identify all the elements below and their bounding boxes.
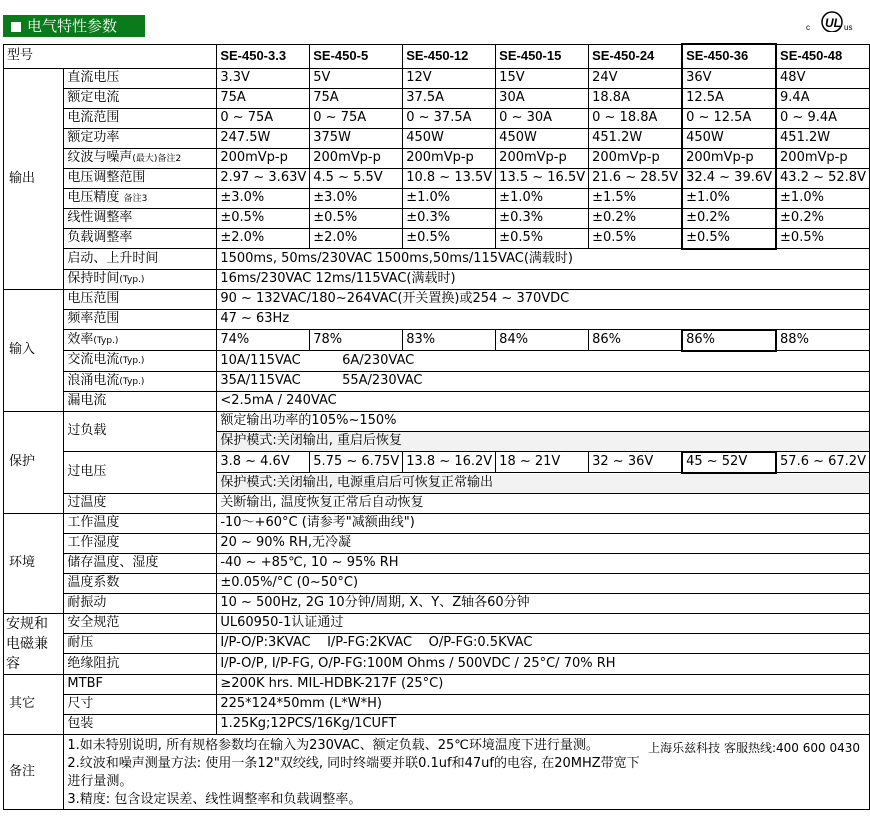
row-label-text: 保持时间: [67, 270, 120, 286]
category-environment: 环境: [4, 513, 64, 613]
cell: 247.5W: [217, 128, 310, 148]
cell: 24V: [589, 68, 682, 88]
cell: ±2.0%: [217, 228, 310, 249]
cell: 84%: [496, 330, 589, 351]
category-input: 输入: [4, 289, 64, 411]
table-row: [4, 633, 870, 653]
table-row: [4, 228, 870, 249]
cell: 0 ~ 75A: [310, 108, 403, 128]
model-name: SE-450-12: [403, 44, 496, 68]
row-label: [64, 371, 217, 391]
table-row: [4, 613, 870, 633]
row-label-note: (Typ.): [119, 376, 145, 387]
row-label: 耐振动: [64, 593, 217, 613]
model-row: [4, 44, 870, 68]
row-label: 包装: [64, 714, 217, 734]
table-row: [4, 573, 870, 593]
cell: 10A/115VAC 6A/230VAC: [217, 351, 870, 372]
row-label: 工作湿度: [64, 533, 217, 553]
cell: 75A: [310, 88, 403, 108]
cell: 74%: [217, 330, 310, 351]
table-row: [4, 553, 870, 573]
hotline: 上海乐兹科技 客服热线:400 600 0430: [648, 740, 860, 755]
row-label: 电流范围: [64, 108, 217, 128]
table-row: [4, 694, 870, 714]
cell: 375W: [310, 128, 403, 148]
cell: 10 ~ 500Hz, 2G 10分钟/周期, X、Y、Z轴各60分钟: [217, 593, 870, 613]
model-name: SE-450-48: [776, 44, 869, 68]
table-row: [4, 148, 870, 168]
svg-text:UL: UL: [825, 16, 841, 30]
cell: ±0.5%: [682, 228, 776, 249]
table-row: [4, 674, 870, 694]
cell: 12V: [403, 68, 496, 88]
cell: 13.8 ~ 16.2V: [403, 452, 496, 473]
table-row: [4, 188, 870, 208]
cell: ±0.3%: [403, 208, 496, 228]
category-other: 其它: [4, 674, 64, 734]
section-title: 电气特性参数: [27, 17, 118, 35]
cell: 0 ~ 18.8A: [589, 108, 682, 128]
cell: 32 ~ 36V: [589, 452, 682, 473]
cell: 35A/115VAC 55A/230VAC: [217, 371, 870, 391]
row-label: 温度系数: [64, 573, 217, 593]
table-row: [4, 68, 870, 88]
table-row: [4, 249, 870, 270]
cell: 57.6 ~ 67.2V: [776, 452, 869, 473]
cell: 450W: [403, 128, 496, 148]
cell: 保护模式:关闭输出, 电源重启后可恢复正常输出: [217, 473, 870, 494]
table-row: [4, 309, 870, 330]
row-label: 额定电流: [64, 88, 217, 108]
cell: 30A: [496, 88, 589, 108]
model-name: SE-450-5: [310, 44, 403, 68]
row-label: 电压调整范围: [64, 168, 217, 188]
cell: 5.75 ~ 6.75V: [310, 452, 403, 473]
row-label-text: 效率: [67, 331, 94, 347]
table-row: [4, 88, 870, 108]
cell: 36V: [682, 68, 776, 88]
cell: 12.5A: [682, 88, 776, 108]
cell: 47 ~ 63Hz: [217, 309, 870, 330]
table-row: [4, 108, 870, 128]
cell: ±3.0%: [310, 188, 403, 208]
row-label: [64, 330, 217, 351]
cell: 0 ~ 37.5A: [403, 108, 496, 128]
table-row: [4, 168, 870, 188]
row-label-text: 电压精度: [67, 189, 120, 205]
row-label: 工作温度: [64, 513, 217, 533]
cell: 20 ~ 90% RH,无冷凝: [217, 533, 870, 553]
row-label: [64, 148, 217, 168]
cell: 1500ms, 50ms/230VAC 1500ms,50ms/115VAC(满载时): [217, 249, 870, 270]
cell: 450W: [496, 128, 589, 148]
cell: ±0.2%: [589, 208, 682, 228]
table-row: [4, 654, 870, 674]
cell: ±1.0%: [776, 188, 869, 208]
row-label: 频率范围: [64, 309, 217, 330]
table-row: [4, 533, 870, 553]
cell: ±1.0%: [496, 188, 589, 208]
cell: 3.3V: [217, 68, 310, 88]
table-row: [4, 371, 870, 391]
model-name: SE-450-3.3: [217, 44, 310, 68]
cell: 5V: [310, 68, 403, 88]
category-notes: 备注: [4, 734, 64, 809]
note-line: 1.如未特别说明, 所有规格参数均在输入为230VAC、额定负载、25℃环境温度下进行量测。: [67, 737, 599, 753]
row-label: 电压范围: [64, 289, 217, 309]
spec-table: [3, 43, 870, 810]
row-label: 过电压: [64, 452, 217, 494]
table-row: [4, 289, 870, 309]
row-label: 绝缘阻抗: [64, 654, 217, 674]
row-label: 过负载: [64, 411, 217, 452]
cell: ±0.5%: [776, 228, 869, 249]
row-label: [64, 351, 217, 372]
cell: 75A: [217, 88, 310, 108]
cell: 4.5 ~ 5.5V: [310, 168, 403, 188]
cell: 0 ~ 12.5A: [682, 108, 776, 128]
row-label-note: (最大)备注2: [132, 153, 182, 164]
row-label: 耐压: [64, 633, 217, 653]
cell: -40 ~ +85℃, 10 ~ 95% RH: [217, 553, 870, 573]
row-label: 负载调整率: [64, 228, 217, 249]
cell: 200mVp-p: [776, 148, 869, 168]
row-label: 安全规范: [64, 613, 217, 633]
cell: 15V: [496, 68, 589, 88]
cell: 88%: [776, 330, 869, 351]
cell: ≥200K hrs. MIL-HDBK-217F (25°C): [217, 674, 870, 694]
cell: 451.2W: [589, 128, 682, 148]
cell: 16ms/230VAC 12ms/115VAC(满载时): [217, 269, 870, 289]
cell: ±1.5%: [589, 188, 682, 208]
cell: ±0.5%: [217, 208, 310, 228]
square-bullet-icon: [11, 22, 21, 32]
row-label-note: (Typ.): [119, 356, 145, 367]
svg-text:us: us: [844, 23, 853, 32]
cell: 200mVp-p: [310, 148, 403, 168]
cell: ±0.3%: [496, 208, 589, 228]
cell: 10.8 ~ 13.5V: [403, 168, 496, 188]
cell: 225*124*50mm (L*W*H): [217, 694, 870, 714]
table-row: [4, 593, 870, 613]
note-line: 3.精度: 包含设定误差、线性调整率和负载调整率。: [67, 791, 362, 807]
cell: <2.5mA / 240VAC: [217, 391, 870, 411]
table-row: [4, 452, 870, 473]
category-safety: 安规和电磁兼容: [4, 613, 64, 674]
cell: 0 ~ 30A: [496, 108, 589, 128]
row-label: 尺寸: [64, 694, 217, 714]
row-label-note: (Typ.): [93, 335, 119, 346]
cell: ±0.05%/°C (0~50°C): [217, 573, 870, 593]
row-label: 线性调整率: [64, 208, 217, 228]
row-label-text: 浪涌电流: [67, 372, 120, 388]
table-row: [4, 513, 870, 533]
svg-text:c: c: [806, 23, 810, 32]
cell: ±1.0%: [682, 188, 776, 208]
cell: 0 ~ 9.4A: [776, 108, 869, 128]
table-row: [4, 128, 870, 148]
cell: ±0.5%: [589, 228, 682, 249]
cell: 18 ~ 21V: [496, 452, 589, 473]
table-row: [4, 330, 870, 351]
cell: 43.2 ~ 52.8V: [776, 168, 869, 188]
table-row: [4, 493, 870, 513]
notes-cell: [64, 734, 870, 809]
row-label: 漏电流: [64, 391, 217, 411]
cell: 保护模式:关闭输出, 重启后恢复: [217, 431, 870, 452]
cell: 200mVp-p: [589, 148, 682, 168]
cell: 0 ~ 75A: [217, 108, 310, 128]
cell: 45 ~ 52V: [682, 452, 776, 473]
cell: ±2.0%: [310, 228, 403, 249]
category-output: 输出: [4, 68, 64, 289]
cell: ±3.0%: [217, 188, 310, 208]
row-label: 储存温度、湿度: [64, 553, 217, 573]
model-name: SE-450-36: [682, 44, 776, 68]
notes-row: [4, 734, 870, 809]
cell: 86%: [682, 330, 776, 351]
cell: ±1.0%: [403, 188, 496, 208]
cell: ±0.5%: [403, 228, 496, 249]
cell: -10～+60°C (请参考"减额曲线"): [217, 513, 870, 533]
cell: 18.8A: [589, 88, 682, 108]
row-label: 启动、上升时间: [64, 249, 217, 270]
cell: I/P-O/P, I/P-FG, O/P-FG:100M Ohms / 500VDC / 25°C/ 70% RH: [217, 654, 870, 674]
cell: ±0.2%: [776, 208, 869, 228]
cell: 83%: [403, 330, 496, 351]
cell: ±0.2%: [682, 208, 776, 228]
cell: 3.8 ~ 4.6V: [217, 452, 310, 473]
table-row: [4, 351, 870, 372]
cell: 48V: [776, 68, 869, 88]
row-label: 过温度: [64, 493, 217, 513]
cell: 200mVp-p: [217, 148, 310, 168]
cell: 90 ~ 132VAC/180~264VAC(开关置换)或254 ~ 370VDC: [217, 289, 870, 309]
cell: 2.97 ~ 3.63V: [217, 168, 310, 188]
cell: 21.6 ~ 28.5V: [589, 168, 682, 188]
cell: 额定输出功率的105%~150%: [217, 411, 870, 431]
cell: 450W: [682, 128, 776, 148]
cell: ±0.5%: [496, 228, 589, 249]
table-row: [4, 714, 870, 734]
cell: 200mVp-p: [496, 148, 589, 168]
row-label-note: 备注3: [123, 193, 148, 204]
cell: UL60950-1认证通过: [217, 613, 870, 633]
category-protection: 保护: [4, 411, 64, 513]
cell: I/P-O/P:3KVAC I/P-FG:2KVAC O/P-FG:0.5KVAC: [217, 633, 870, 653]
ul-certification-icon: [806, 10, 860, 32]
row-label: [64, 188, 217, 208]
row-label: [64, 269, 217, 289]
row-label-note: (Typ.): [119, 274, 145, 285]
model-name: SE-450-15: [496, 44, 589, 68]
cell: 200mVp-p: [682, 148, 776, 168]
model-label: 型号: [4, 44, 217, 68]
cell: 关断输出, 温度恢复正常后自动恢复: [217, 493, 870, 513]
section-header: [3, 15, 145, 37]
note-line: 2.纹波和噪声测量方法: 使用一条12"双绞线, 同时终端要并联0.1uf和47uf的电容, 在20MHZ带宽下进行量测。: [67, 755, 640, 789]
row-label-text: 纹波与噪声: [67, 149, 133, 165]
row-label-text: 交流电流: [67, 352, 120, 368]
cell: 200mVp-p: [403, 148, 496, 168]
cell: 32.4 ~ 39.6V: [682, 168, 776, 188]
table-row: [4, 411, 870, 431]
cell: 37.5A: [403, 88, 496, 108]
cell: 78%: [310, 330, 403, 351]
table-row: [4, 208, 870, 228]
row-label: 额定功率: [64, 128, 217, 148]
cell: ±0.5%: [310, 208, 403, 228]
row-label: MTBF: [64, 674, 217, 694]
cell: 86%: [589, 330, 682, 351]
table-row: [4, 269, 870, 289]
cell: 9.4A: [776, 88, 869, 108]
cell: 1.25Kg;12PCS/16Kg/1CUFT: [217, 714, 870, 734]
model-name: SE-450-24: [589, 44, 682, 68]
cell: 13.5 ~ 16.5V: [496, 168, 589, 188]
cell: 451.2W: [776, 128, 869, 148]
row-label: 直流电压: [64, 68, 217, 88]
table-row: [4, 391, 870, 411]
